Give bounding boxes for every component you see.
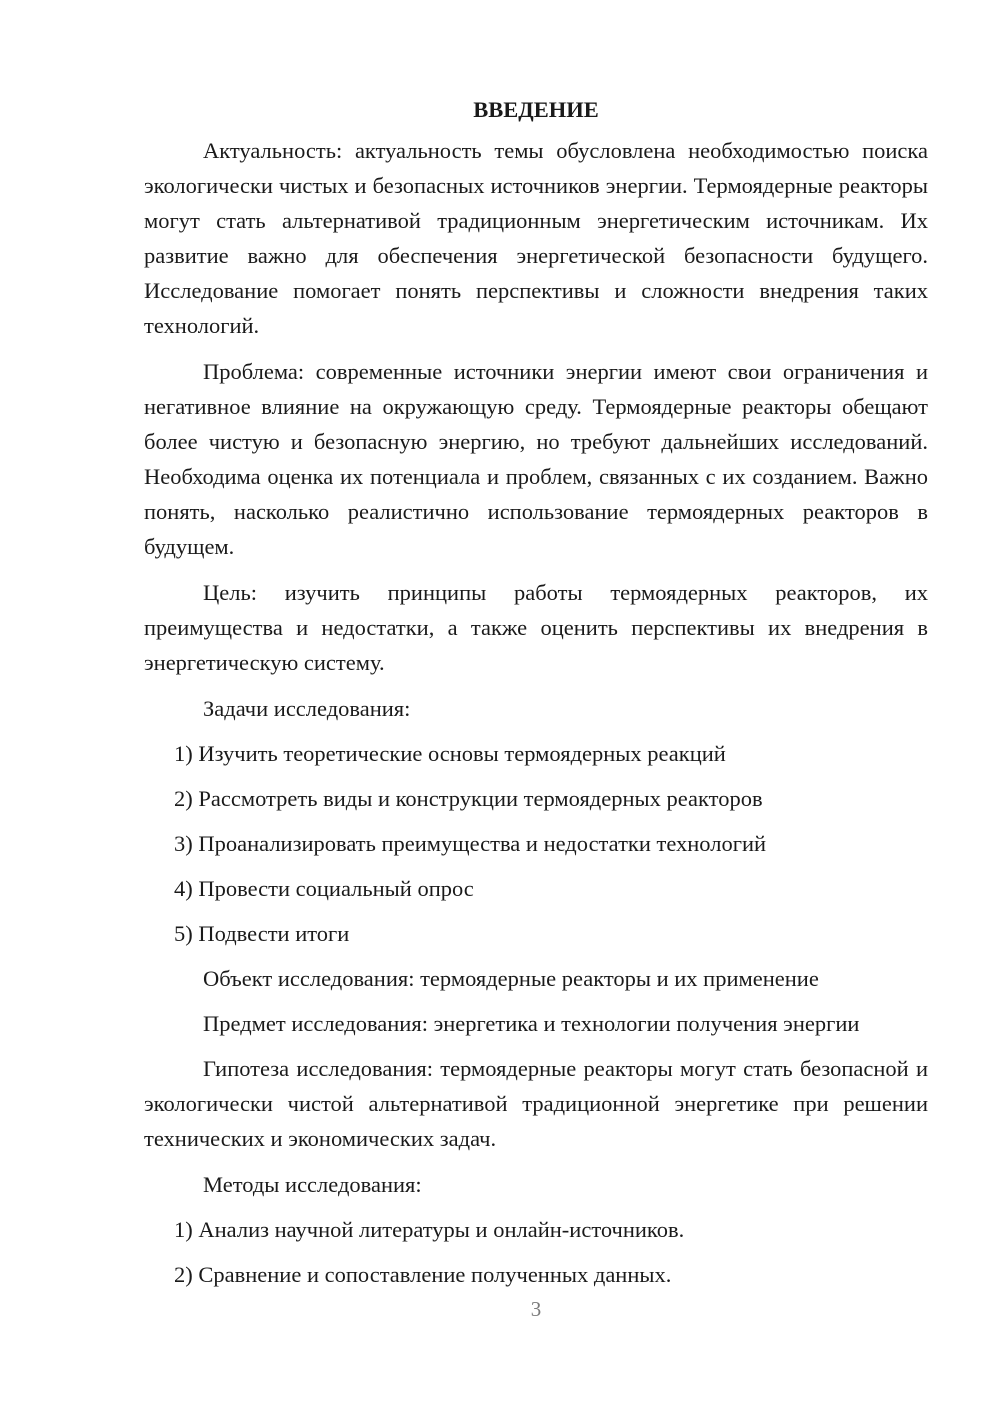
method-item: 2) Сравнение и сопоставление полученных данных.: [174, 1262, 672, 1287]
object-paragraph: Объект исследования: термоядерные реакторы и их применение: [203, 966, 819, 991]
subject-paragraph: Предмет исследования: энергетика и технологии получения энергии: [203, 1011, 860, 1036]
method-item: 1) Анализ научной литературы и онлайн-источников.: [174, 1217, 685, 1242]
methods-list: [144, 1212, 928, 1292]
task-item: 1) Изучить теоретические основы термоядерных реакций: [174, 741, 726, 766]
task-item: 5) Подвести итоги: [174, 921, 350, 946]
hypothesis-paragraph: Гипотеза исследования: термоядерные реакторы могут стать безопасной и экологически чистой альтернативой традиционной энергетике при решении технических и экономических задач.: [144, 1056, 928, 1151]
task-item: 4) Провести социальный опрос: [174, 876, 474, 901]
page-number: 3: [530, 1297, 542, 1321]
tasks-heading: Задачи исследования:: [203, 696, 411, 721]
tasks-list: [144, 736, 928, 951]
document-page: [144, 92, 928, 1302]
task-item: 3) Проанализировать преимущества и недостатки технологий: [174, 831, 767, 856]
methods-heading: Методы исследования:: [203, 1172, 422, 1197]
actuality-paragraph: Актуальность: актуальность темы обусловлена необходимостью поиска экологически чистых и безопасных источников энергии. Термоядерные реакторы могут стать альтернативой традиционным энергетическим источникам. Их развитие важно для обеспечения энергетической безопасности будущего. Исследование помогает понять перспективы и сложности внедрения таких технологий.: [144, 138, 928, 338]
problem-paragraph: Проблема: современные источники энергии имеют свои ограничения и негативное влияние на окружающую среду. Термоядерные реакторы обещают более чистую и безопасную энергию, но требуют дальнейших исследований. Необходима оценка их потенциала и проблем, связанных с их созданием. Важно понять, насколько реалистично использование термоядерных реакторов в будущем.: [144, 359, 928, 559]
goal-paragraph: Цель: изучить принципы работы термоядерных реакторов, их преимущества и недостатки, а также оценить перспективы их внедрения в энергетическую систему.: [144, 580, 928, 675]
section-title: ВВЕДЕНИЕ: [473, 97, 599, 122]
task-item: 2) Рассмотреть виды и конструкции термоядерных реакторов: [174, 786, 763, 811]
